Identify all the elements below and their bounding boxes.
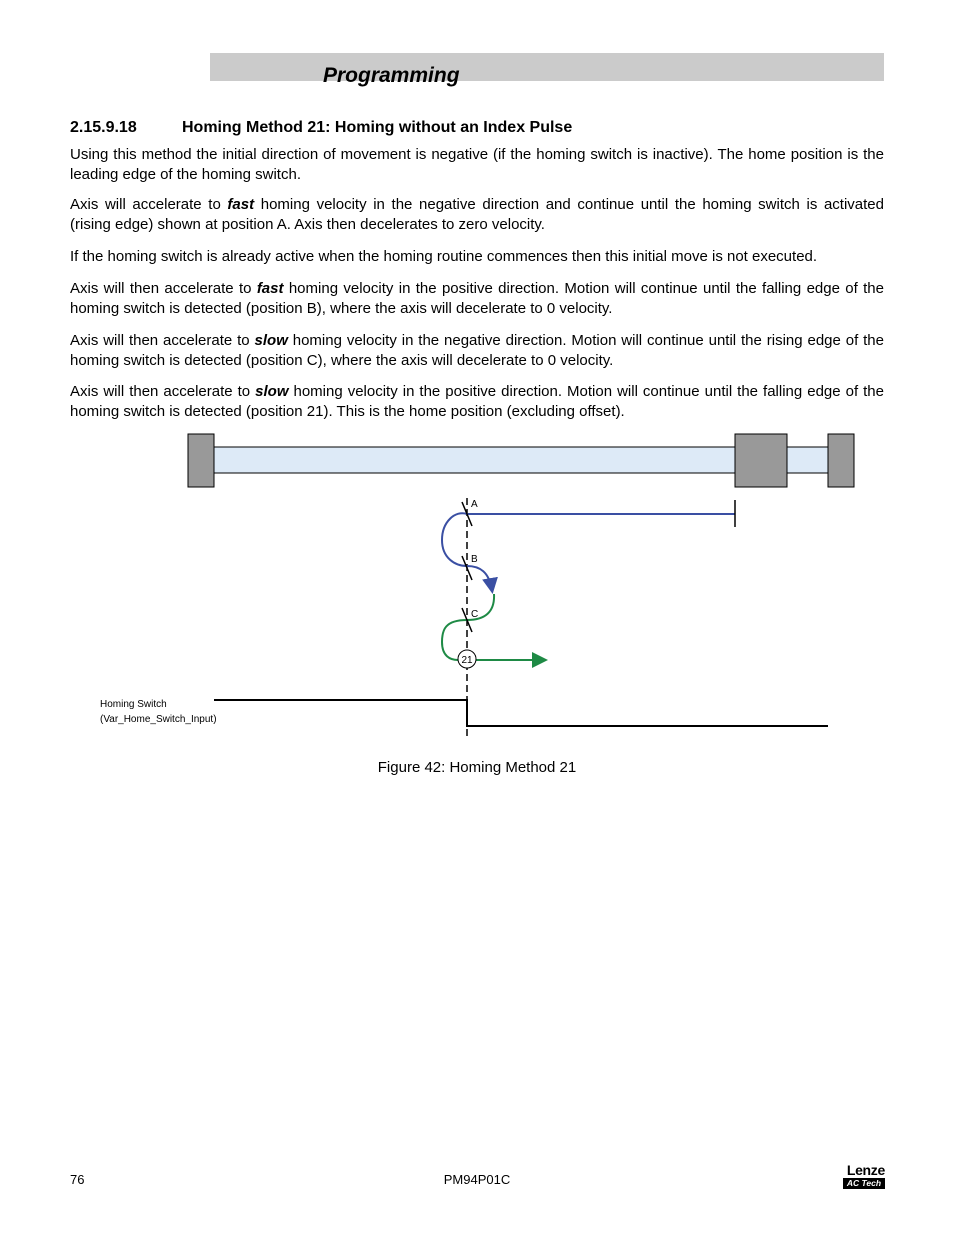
figure-caption — [0, 759, 954, 776]
right-end-block — [828, 434, 854, 487]
homing-switch-signal — [214, 700, 828, 726]
paragraph-text: Axis will accelerate to — [70, 196, 228, 213]
lenze-logo — [843, 1163, 885, 1189]
figure-caption-text: Figure 42: Homing Method 21 — [377, 759, 577, 776]
document-id: PM94P01C — [443, 1172, 511, 1187]
switch-block — [735, 434, 787, 487]
paragraph-text: If the homing switch is already active when the homing routine commences then this initial move is not executed. — [70, 248, 818, 265]
paragraph-text: Axis will then accelerate to — [70, 332, 255, 349]
position-label-b: B — [471, 554, 478, 565]
paragraph-text: homing velocity in the positive direction. Motion will continue until the falling edge of the homing switch is detected (position 21). This is the home position (excluding offset). — [70, 383, 884, 420]
emphasis-text: slow — [254, 332, 288, 349]
logo-brand: Lenze — [846, 1162, 885, 1178]
paragraph-text: homing velocity in the negative direction. Motion will continue until the rising edge of the homing switch is detected (position C), where the axis will decelerate to 0 velocity. — [70, 332, 884, 369]
page-title: Programming — [323, 64, 460, 87]
paragraph-text: Using this method the initial direction of movement is negative (if the homing switch is inactive). The home position is the leading edge of the homing switch. — [70, 146, 884, 183]
logo-sub: AC Tech — [843, 1178, 885, 1189]
position-label-a: A — [471, 499, 478, 510]
page-number: 76 — [70, 1172, 85, 1187]
paragraph-text: Axis will then accelerate to — [70, 280, 257, 297]
position-label-c: C — [471, 609, 479, 620]
left-end-block — [188, 434, 214, 487]
paragraph-text: homing velocity in the negative direction and continue until the homing switch is activated (rising edge) shown at position A. Axis then decelerates to zero velocity. — [70, 196, 884, 233]
emphasis-text: slow — [255, 383, 289, 400]
paragraph-text: homing velocity in the positive direction. Motion will continue until the falling edge of the homing switch is detected (position B), where the axis will decelerate to 0 velocity. — [70, 280, 884, 317]
switch-signal-label: Homing Switch — [100, 699, 167, 710]
emphasis-text: fast — [227, 196, 255, 213]
paragraph-text: Axis will then accelerate to — [70, 383, 256, 400]
section-number: 2.15.9.18 — [70, 119, 137, 136]
emphasis-text: fast — [256, 280, 284, 297]
home-position-label: 21 — [461, 655, 473, 666]
section-title: Homing Method 21: Homing without an Index Pulse — [182, 119, 573, 136]
switch-signal-variable: (Var_Home_Switch_Input) — [100, 714, 217, 725]
